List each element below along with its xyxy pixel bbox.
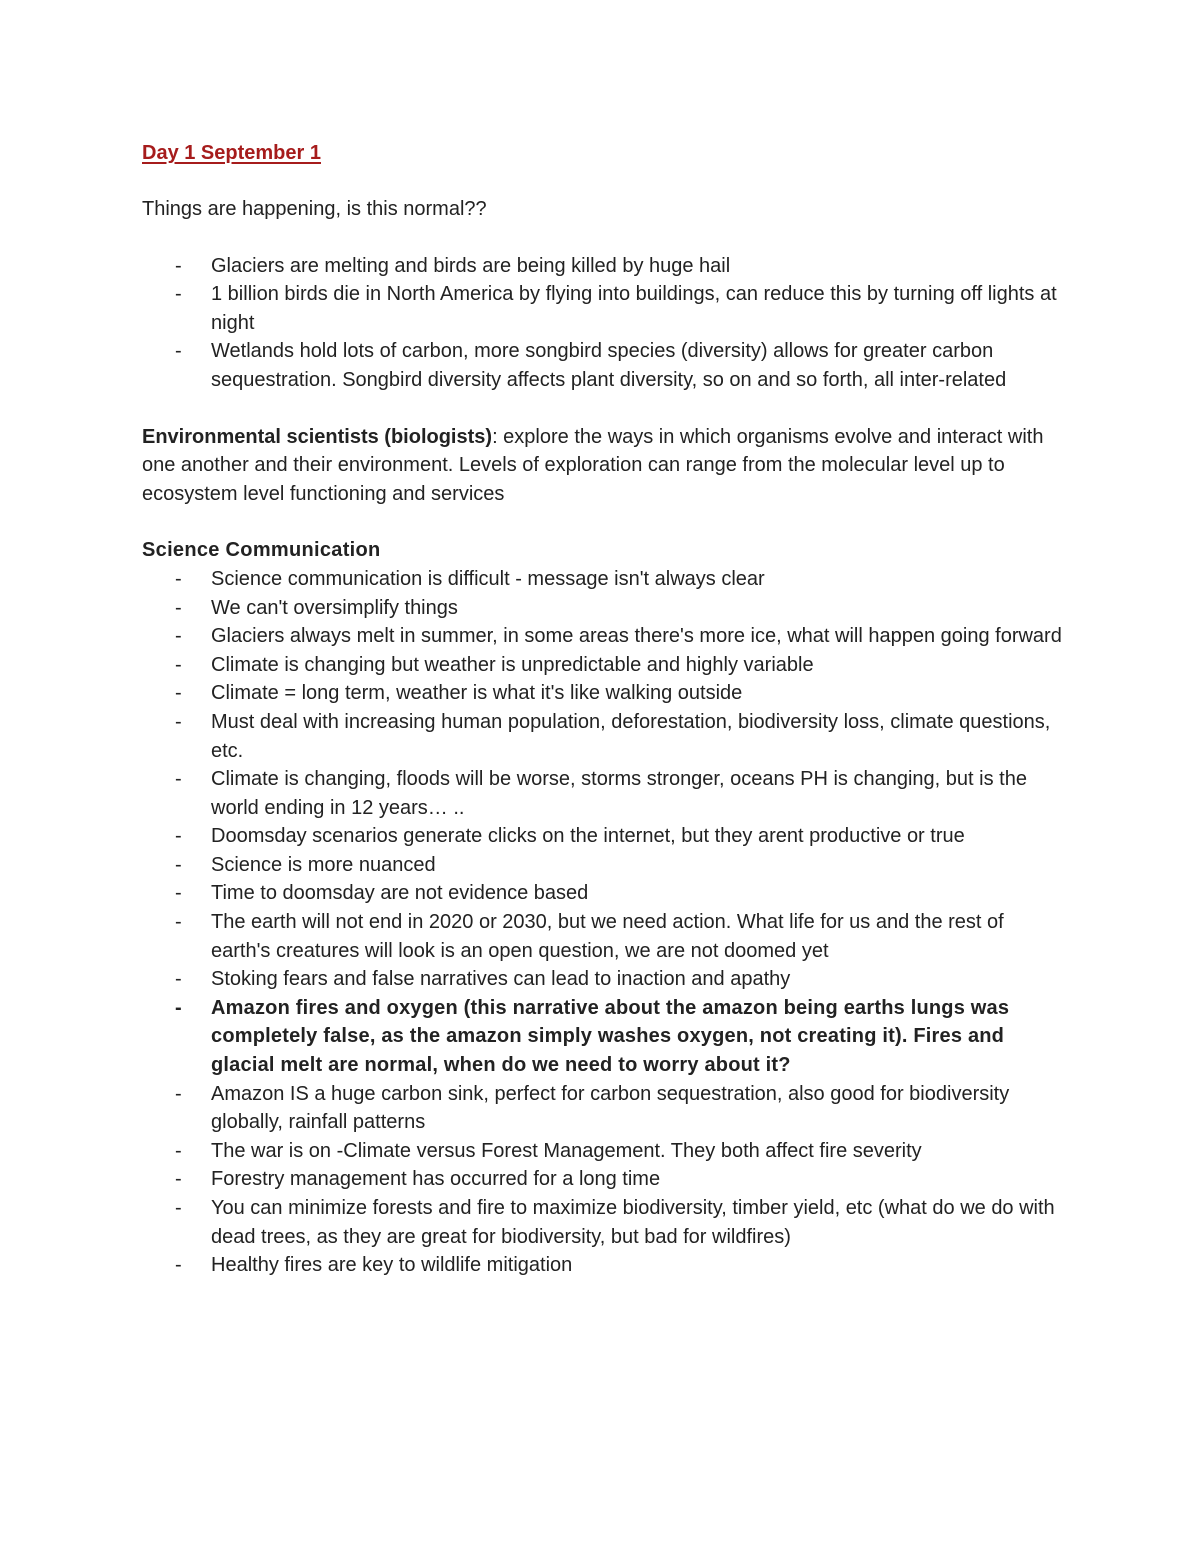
- list-item: - Must deal with increasing human population, deforestation, biodiversity loss, climate questions, etc.: [142, 708, 1062, 765]
- list-item: - Wetlands hold lots of carbon, more songbird species (diversity) allows for greater carbon sequestration. Songbird diversity affects plant diversity, so on and so forth, all inter-related: [142, 337, 1062, 394]
- list-item: - 1 billion birds die in North America by flying into buildings, can reduce this by turning off lights at night: [142, 280, 1062, 337]
- list-item: - We can't oversimplify things: [142, 594, 1062, 623]
- env-sci-definition: : explore the ways in which organisms evolve and interact with one another and their environment. Levels of exploration can range from the molecular level up to ecosystem level functioning and services: [142, 425, 1044, 505]
- list-item: - Glaciers always melt in summer, in some areas there's more ice, what will happen going forward: [142, 622, 1062, 651]
- list-item-bold: - Amazon fires and oxygen (this narrative about the amazon being earths lungs was completely false, as the amazon simply washes oxygen, not creating it). Fires and glacial melt are normal, when do we need to worry about it?: [142, 994, 1062, 1080]
- list-item: - Forestry management has occurred for a long time: [142, 1165, 1062, 1194]
- list-item: - Science is more nuanced: [142, 851, 1062, 880]
- intro-text: Things are happening, is this normal??: [142, 198, 487, 220]
- list-item: - The earth will not end in 2020 or 2030, but we need action. What life for us and the rest of earth's creatures will look is an open question, we are not doomed yet: [142, 908, 1062, 965]
- list-item: - Science communication is difficult - message isn't always clear: [142, 565, 1062, 594]
- list-item: - Doomsday scenarios generate clicks on the internet, but they arent productive or true: [142, 822, 1062, 851]
- sci-comm-bullet-list: [142, 565, 1062, 1280]
- list-item: - Climate is changing, floods will be worse, storms stronger, oceans PH is changing, but is the world ending in 12 years… ..: [142, 765, 1062, 822]
- env-sci-paragraph: [142, 423, 1062, 509]
- list-item: - Climate = long term, weather is what it's like walking outside: [142, 679, 1062, 708]
- list-item: - You can minimize forests and fire to maximize biodiversity, timber yield, etc (what do we do with dead trees, as they are great for biodiversity, but bad for wildfires): [142, 1194, 1062, 1251]
- env-sci-term: Environmental scientists (biologists): [142, 425, 493, 448]
- document-page: [142, 138, 1062, 1280]
- list-item: - Amazon IS a huge carbon sink, perfect for carbon sequestration, also good for biodiversity globally, rainfall patterns: [142, 1080, 1062, 1137]
- list-item: - Healthy fires are key to wildlife mitigation: [142, 1251, 1062, 1280]
- list-item: - Climate is changing but weather is unpredictable and highly variable: [142, 651, 1062, 680]
- list-item: - Stoking fears and false narratives can lead to inaction and apathy: [142, 965, 1062, 994]
- page-title: Day 1 September 1: [142, 142, 321, 164]
- section-heading: Science Communication: [142, 539, 381, 562]
- list-item: - Glaciers are melting and birds are being killed by huge hail: [142, 252, 1062, 281]
- list-item: - The war is on -Climate versus Forest Management. They both affect fire severity: [142, 1137, 1062, 1166]
- intro-bullet-list: [142, 252, 1062, 395]
- list-item: - Time to doomsday are not evidence based: [142, 879, 1062, 908]
